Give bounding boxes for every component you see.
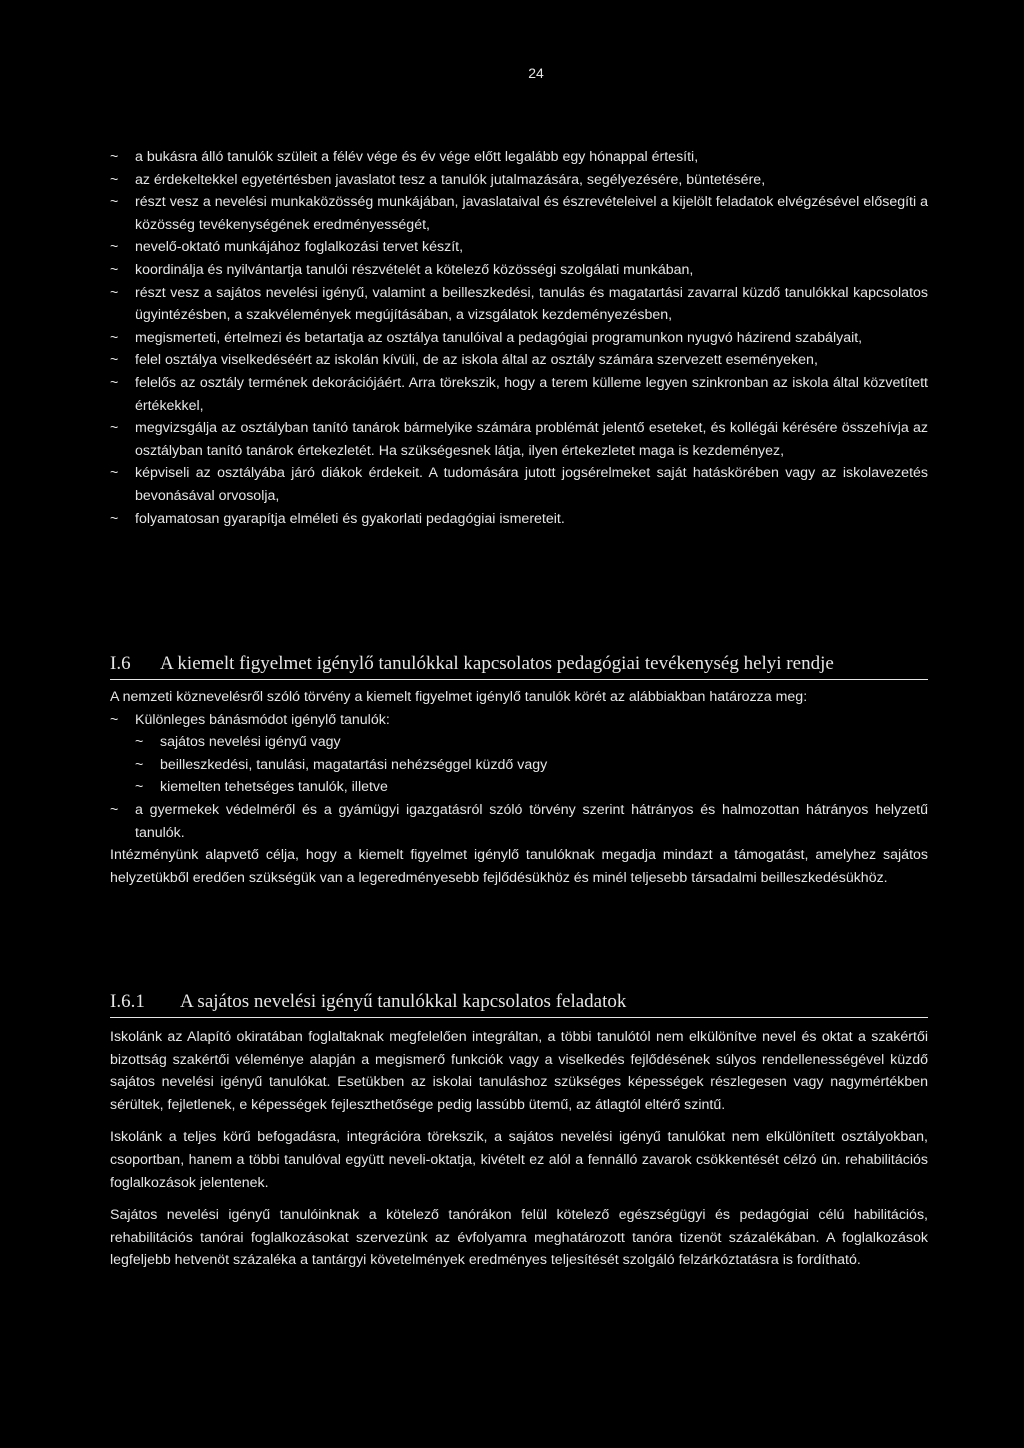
list-item: ~ az érdekeltekkel egyetértésben javaslatot tesz a tanulók jutalmazására, segélyezésére, büntetésére, <box>110 169 928 192</box>
tilde-bullet-icon: ~ <box>110 352 119 369</box>
list-item: ~ nevelő-oktató munkájához foglalkozási tervet készít, <box>110 236 928 259</box>
paragraph: Sajátos nevelési igényű tanulóinknak a kötelező tanórákon felül kötelező egészségügyi és pedagógiai célú habilitációs, rehabilitációs tanórai foglalkozásokat szervezünk az évfolyamra meghatározott tanóra tizenöt százalékában. A foglalkozások legfeljebb hetvenöt százaléka a tantárgyi követelmények eredményes teljesítését szolgáló felzárkóztatásra is fordítható. <box>110 1207 928 1269</box>
tilde-bullet-icon: ~ <box>110 374 119 391</box>
tilde-bullet-icon: ~ <box>110 149 119 165</box>
tilde-bullet-icon: ~ <box>110 465 119 482</box>
paragraph: Iskolánk az Alapító okiratában foglaltaknak megfelelően integráltan, a többi tanulótól nem elkülönítve nevel és oktat a szakértői bizottság szakértői véleménye alapján a megismerő funkciók vagy a viselkedés fejlődésének súlyos rendellenességével küzdő sajátos nevelési igényű tanulókat. Esetükben az iskolai tanuláshoz szükséges képességek részlegesen vagy nagymértékben sérültek, fejletlenek, e képességek fejleszthetősége pedig lassúbb ütemű, az átlagtól eltérő szintű. <box>110 1029 928 1113</box>
section-intro: A nemzeti köznevelésről szóló törvény a kiemelt figyelmet igénylő tanulók körét az alábbiakban határozza meg: <box>110 689 808 705</box>
tilde-bullet-icon: ~ <box>110 284 119 301</box>
subsection-number: I.6.1 <box>110 991 145 1012</box>
page-number: 24 <box>528 65 544 81</box>
special-needs-list <box>110 709 928 732</box>
list-item: ~ Különleges bánásmódot igénylő tanulók: <box>110 709 928 732</box>
sublist-item: ~ sajátos nevelési igényű vagy <box>110 731 928 754</box>
tilde-bullet-icon: ~ <box>110 329 119 346</box>
list-item: ~ felelős az osztály termének dekorációjáért. Arra törekszik, hogy a terem külleme legyen szinkronban az iskola által közvetített értékekkel, <box>110 372 928 417</box>
list-item: ~ megvizsgálja az osztályban tanító tanárok bármelyike számára problémát jelentő eseteket, és kollégái kérésére összehívja az osztályban tanító tanárok értekezletét. Ha szükségesnek látja, ilyen értekezletet maga is kezdeményez, <box>110 417 928 462</box>
section-heading <box>110 652 928 680</box>
special-needs-sublist <box>110 731 928 799</box>
tilde-bullet-icon: ~ <box>110 801 119 818</box>
tilde-bullet-icon: ~ <box>135 779 144 796</box>
responsibilities-list <box>110 146 928 530</box>
disadvantaged-list <box>110 799 928 844</box>
list-item: ~ megismerteti, értelmezi és betartatja az osztálya tanulóival a pedagógiai programunkon nyugvó házirend szabályait, <box>110 327 928 350</box>
list-item: ~ felel osztálya viselkedéséért az iskolán kívüli, de az iskola által az osztály számára szervezett eseményeken, <box>110 349 928 372</box>
list-item: ~ részt vesz a sajátos nevelési igényű, valamint a beilleszkedési, tanulás és magatartási zavarral küzdő tanulókkal kapcsolatos ügyintézésben, a szakvélemények megújításában, a vizsgálatok kezdeményezésben, <box>110 282 928 327</box>
sublist-item: ~ beilleszkedési, tanulási, magatartási nehézséggel küzdő vagy <box>110 754 928 777</box>
responsibilities-list-block <box>110 146 928 530</box>
tilde-bullet-icon: ~ <box>135 756 144 773</box>
section-paragraph: Intézményünk alapvető célja, hogy a kiemelt figyelmet igénylő tanulóknak megadja mindazt a támogatást, amelyhez sajátos helyzetükből eredően szükségük van a legeredményesebb fejlődésükhöz és minél teljesebb társadalmi beilleszkedésükhöz. <box>110 847 928 886</box>
list-item: ~ részt vesz a nevelési munkaközösség munkájában, javaslataival és észrevételeivel a kijelölt feladatok elvégzésével elősegíti a közösség tevékenységének eredményességét, <box>110 191 928 236</box>
tilde-bullet-icon: ~ <box>110 194 119 211</box>
list-item: ~ a bukásra álló tanulók szüleit a félév vége és év vége előtt legalább egy hónappal értesíti, <box>110 146 928 169</box>
tilde-bullet-icon: ~ <box>110 171 119 188</box>
subsection-title: A sajátos nevelési igényű tanulókkal kapcsolatos feladatok <box>180 991 627 1012</box>
subsection-heading <box>110 990 928 1018</box>
section-number: I.6 <box>110 653 131 674</box>
list-item: ~ koordinálja és nyilvántartja tanulói részvételét a kötelező közösségi szolgálati munkában, <box>110 259 928 282</box>
list-item: ~ képviseli az osztályába járó diákok érdekeit. A tudomására jutott jogsérelmeket saját hatáskörében vagy az iskolavezetés bevonásával orvosolja, <box>110 462 928 507</box>
section-1-6 <box>110 652 928 889</box>
paragraph: Iskolánk a teljes körű befogadásra, integrációra törekszik, a sajátos nevelési igényű tanulókat nem elkülönített osztályokban, csoportban, hanem a többi tanulóval együtt neveli-oktatja, kivételt ez alól a fennálló zavarok csökkentését célzó ún. rehabilitációs foglalkozások jelentenek. <box>110 1129 928 1191</box>
tilde-bullet-icon: ~ <box>135 734 144 751</box>
tilde-bullet-icon: ~ <box>110 261 119 278</box>
tilde-bullet-icon: ~ <box>110 420 119 437</box>
list-item: ~ a gyermekek védelméről és a gyámügyi igazgatásról szóló törvény szerint hátrányos és halmozottan hátrányos helyzetű tanulók. <box>110 799 928 844</box>
section-1-6-1 <box>110 990 928 1272</box>
tilde-bullet-icon: ~ <box>110 711 119 728</box>
section-title: A kiemelt figyelmet igénylő tanulókkal kapcsolatos pedagógiai tevékenység helyi rendje <box>160 653 834 674</box>
tilde-bullet-icon: ~ <box>110 510 119 527</box>
tilde-bullet-icon: ~ <box>110 239 119 256</box>
sublist-item: ~ kiemelten tehetséges tanulók, illetve <box>110 776 928 799</box>
list-item: ~ folyamatosan gyarapítja elméleti és gyakorlati pedagógiai ismereteit. <box>110 508 928 531</box>
